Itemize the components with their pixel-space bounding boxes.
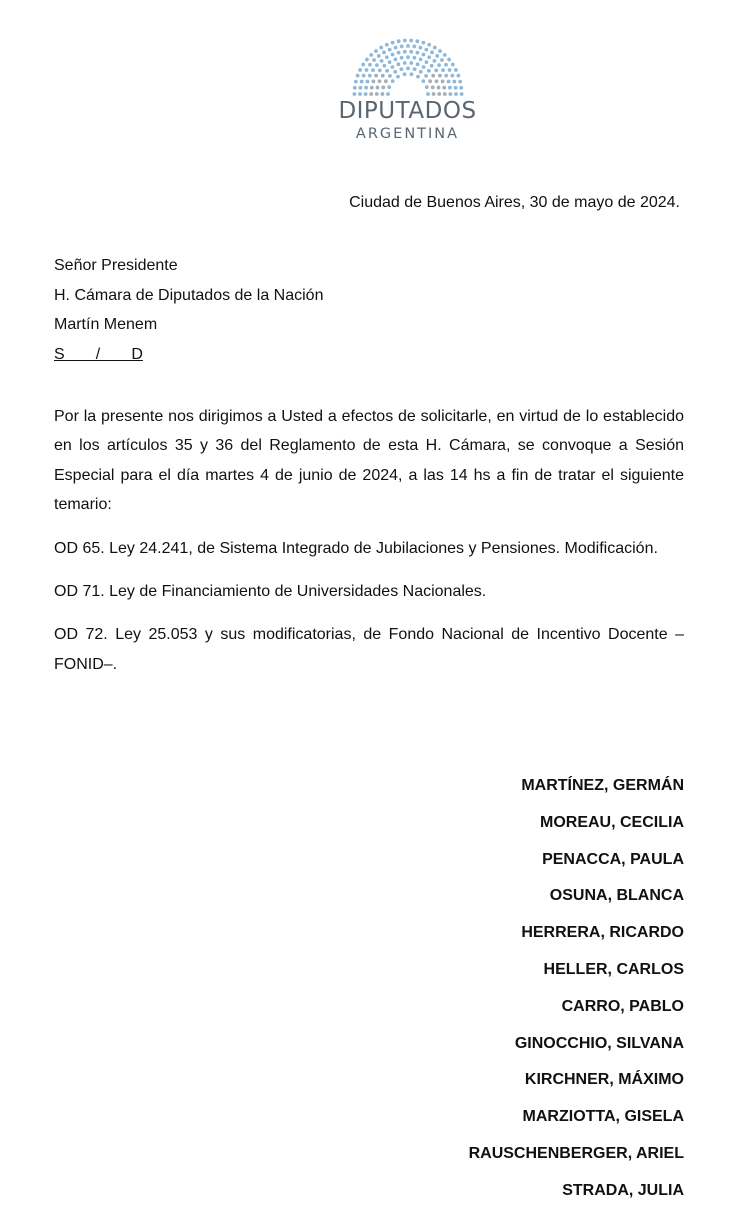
hemicycle-seat-dot bbox=[371, 80, 375, 84]
hemicycle-seat-dot bbox=[364, 86, 368, 90]
letter-body bbox=[54, 402, 684, 693]
hemicycle-seat-dot bbox=[406, 44, 410, 48]
hemicycle-seat-dot bbox=[418, 58, 422, 62]
hemicycle-seat-dot bbox=[459, 86, 463, 90]
signer-name: MARTÍNEZ, GERMÁN bbox=[521, 777, 684, 794]
hemicycle-seat-dot bbox=[406, 55, 410, 59]
hemicycle-seat-dot bbox=[428, 79, 432, 83]
addressee-title: Señor Presidente bbox=[54, 257, 178, 274]
hemicycle-seat-dot bbox=[383, 79, 387, 83]
signer-name: MARZIOTTA, GISELA bbox=[522, 1108, 684, 1126]
hemicycle-seat-dot bbox=[412, 56, 416, 60]
hemicycle-seat-dot bbox=[386, 92, 390, 96]
hemicycle-seat-dot bbox=[437, 74, 441, 78]
hemicycle-seat-dot bbox=[431, 74, 435, 78]
hemicycle-seat-dot bbox=[450, 63, 454, 67]
signer-name: MOREAU, CECILIA bbox=[540, 813, 684, 831]
hemicycle-seat-dot bbox=[421, 65, 425, 69]
hemicycle-seat-dot bbox=[412, 45, 416, 49]
hemicycle-seat-dot bbox=[390, 53, 394, 57]
hemicycle-seat-dot bbox=[427, 43, 431, 47]
hemicycle-seat-dot bbox=[371, 68, 375, 72]
hemicycle-seat-dot bbox=[444, 74, 448, 78]
agenda-item: OD 65. Ley 24.241, de Sistema Integrado de Jubilaciones y Pensiones. Modificación. bbox=[54, 539, 658, 557]
hemicycle-seat-dot bbox=[442, 86, 446, 90]
signers-list bbox=[469, 768, 684, 1210]
hemicycle-seat-dot bbox=[453, 86, 457, 90]
hemicycle-seat-dot bbox=[402, 50, 406, 54]
hemicycle-seat-dot bbox=[363, 92, 367, 96]
hemicycle-seat-dot bbox=[369, 92, 373, 96]
agenda-item: OD 72. Ley 25.053 y sus modificatorias, de Fondo Nacional de Incentivo Docente –FONID–. bbox=[54, 626, 684, 673]
hemicycle-seat-dot bbox=[361, 74, 365, 78]
hemicycle-seat-dot bbox=[418, 70, 422, 74]
hemicycle-seat-dot bbox=[409, 61, 413, 65]
hemicycle-seat-dot bbox=[396, 51, 400, 55]
hemicycle-seat-dot bbox=[409, 39, 413, 43]
hemicycle-seat-dot bbox=[435, 54, 439, 58]
hemicycle-seat-dot bbox=[437, 92, 441, 96]
hemicycle-seat-dot bbox=[402, 72, 406, 76]
hemicycle-seat-dot bbox=[452, 80, 456, 84]
hemicycle-seat-dot bbox=[424, 74, 428, 78]
diputados-logo bbox=[0, 36, 740, 144]
hemicycle-seat-dot bbox=[456, 74, 460, 78]
hemicycle-seat-dot bbox=[375, 63, 379, 67]
hemicycle-seat-dot bbox=[399, 56, 403, 60]
hemicycle-seat-dot bbox=[384, 43, 388, 47]
hemicycle-seat-dot bbox=[382, 51, 386, 55]
hemicycle-seat-dot bbox=[415, 62, 419, 66]
hemicycle-seat-dot bbox=[402, 39, 406, 43]
hemicycle-seat-dot bbox=[358, 68, 362, 72]
hemicycle-seat-dot bbox=[390, 41, 394, 45]
hemicycle-seat-dot bbox=[369, 53, 373, 57]
hemicycle-seat-dot bbox=[442, 92, 446, 96]
hemicycle-seat-dot bbox=[393, 70, 397, 74]
hemicycle-seat-dot bbox=[409, 50, 413, 54]
hemicycle-seat-dot bbox=[432, 46, 436, 50]
logo-subtitle: ARGENTINA bbox=[355, 126, 460, 142]
hemicycle-seat-dot bbox=[359, 80, 363, 84]
signer-name: GINOCCHIO, SILVANA bbox=[514, 1034, 684, 1052]
hemicycle-seat-dot bbox=[387, 85, 391, 89]
hemicycle-seat-dot bbox=[424, 85, 428, 89]
hemicycle-seat-dot bbox=[432, 59, 436, 63]
hemicycle-seat-dot bbox=[416, 75, 420, 79]
hemicycle-seat-dot bbox=[361, 63, 365, 67]
hemicycle-seat-dot bbox=[374, 49, 378, 53]
signer-name: RAUSCHENBERGER, ARIEL bbox=[468, 1144, 684, 1162]
hemicycle-seat-dot bbox=[387, 48, 391, 52]
hemicycle-seat-dot bbox=[426, 69, 430, 73]
letter-date: Ciudad de Buenos Aires, 30 de mayo de 2024. bbox=[349, 194, 680, 211]
hemicycle-seat-dot bbox=[426, 92, 430, 96]
hemicycle-seat-dot bbox=[353, 80, 357, 84]
hemicycle-seat-dot bbox=[393, 46, 397, 50]
addressee-block bbox=[54, 251, 323, 370]
hemicycle-seat-dot bbox=[379, 59, 383, 63]
hemicycle-seat-dot bbox=[365, 80, 369, 84]
hemicycle-seat-dot bbox=[375, 86, 379, 90]
hemicycle-seat-dot bbox=[421, 41, 425, 45]
hemicycle-seat-dot bbox=[390, 79, 394, 83]
su-despacho: S / D bbox=[54, 346, 143, 364]
hemicycle-seat-dot bbox=[427, 55, 431, 59]
hemicycle-seat-dot bbox=[424, 48, 428, 52]
hemicycle-seat-dot bbox=[421, 53, 425, 57]
hemicycle-seat-dot bbox=[381, 85, 385, 89]
hemicycle-seat-dot bbox=[448, 86, 452, 90]
hemicycle-seat-dot bbox=[415, 39, 419, 43]
hemicycle-seat-dot bbox=[374, 92, 378, 96]
hemicycle-seat-dot bbox=[441, 68, 445, 72]
hemicycle-seat-dot bbox=[454, 68, 458, 72]
hemicycle-seat-dot bbox=[368, 63, 372, 67]
hemicycle-seat-dot bbox=[459, 92, 463, 96]
hemicycle-seat-dot bbox=[399, 45, 403, 49]
signer-name: OSUNA, BLANCA bbox=[549, 887, 684, 905]
hemicycle-seat-dot bbox=[376, 54, 380, 58]
hemicycle-seat-dot bbox=[430, 51, 434, 55]
hemicycle-seat-dot bbox=[458, 80, 462, 84]
hemicycle-seat-dot bbox=[388, 74, 392, 78]
hemicycle-seat-dot bbox=[431, 92, 435, 96]
hemicycle-seat-dot bbox=[399, 67, 403, 71]
signer-name: CARRO, PABLO bbox=[561, 997, 684, 1015]
hemicycle-seat-dot bbox=[358, 86, 362, 90]
hemicycle-seat-dot bbox=[396, 75, 400, 79]
hemicycle-seat-dot bbox=[446, 80, 450, 84]
signer-name: PENACCA, PAULA bbox=[542, 850, 684, 868]
hemicycle-seat-dot bbox=[387, 60, 391, 64]
hemicycle-seat-dot bbox=[396, 62, 400, 66]
hemicycle-icon bbox=[348, 36, 468, 98]
hemicycle-seat-dot bbox=[358, 92, 362, 96]
hemicycle-seat-dot bbox=[402, 61, 406, 65]
request-paragraph: Por la presente nos dirigimos a Usted a efectos de solicitarle, en virtud de lo establecido en los artículos 35 y 36 del Reglamento de esta H. Cámara, se convoque a Sesión Especial para el día martes 4 de junio de 2024, a las 14 hs a fin de tratar el siguiente temario: bbox=[54, 408, 684, 514]
hemicycle-seat-dot bbox=[447, 68, 451, 72]
hemicycle-seat-dot bbox=[415, 51, 419, 55]
hemicycle-seat-dot bbox=[396, 39, 400, 43]
hemicycle-seat-dot bbox=[444, 63, 448, 67]
hemicycle-seat-dot bbox=[442, 53, 446, 57]
hemicycle-seat-dot bbox=[372, 58, 376, 62]
hemicycle-seat-dot bbox=[382, 64, 386, 68]
hemicycle-seat-dot bbox=[437, 63, 441, 67]
hemicycle-seat-dot bbox=[434, 79, 438, 83]
hemicycle-seat-dot bbox=[380, 74, 384, 78]
hemicycle-seat-dot bbox=[409, 72, 413, 76]
hemicycle-seat-dot bbox=[430, 85, 434, 89]
hemicycle-seat-dot bbox=[385, 69, 389, 73]
hemicycle-seat-dot bbox=[352, 92, 356, 96]
hemicycle-seat-dot bbox=[429, 64, 433, 68]
hemicycle-seat-dot bbox=[390, 65, 394, 69]
addressee-institution: H. Cámara de Diputados de la Nación bbox=[54, 286, 324, 304]
hemicycle-seat-dot bbox=[440, 58, 444, 62]
hemicycle-seat-dot bbox=[352, 86, 356, 90]
hemicycle-seat-dot bbox=[406, 67, 410, 71]
hemicycle-seat-dot bbox=[355, 74, 359, 78]
hemicycle-seat-dot bbox=[421, 79, 425, 83]
signer-name: HELLER, CARLOS bbox=[543, 960, 684, 978]
hemicycle-seat-dot bbox=[448, 92, 452, 96]
addressee-name: Martín Menem bbox=[54, 316, 158, 334]
hemicycle-seat-dot bbox=[454, 92, 458, 96]
hemicycle-seat-dot bbox=[364, 68, 368, 72]
hemicycle-seat-dot bbox=[418, 46, 422, 50]
signer-name: KIRCHNER, MÁXIMO bbox=[524, 1071, 684, 1089]
logo-name: DIPUTADOS bbox=[338, 98, 477, 124]
hemicycle-seat-dot bbox=[379, 46, 383, 50]
hemicycle-seat-dot bbox=[377, 68, 381, 72]
hemicycle-seat-dot bbox=[365, 58, 369, 62]
hemicycle-seat-dot bbox=[380, 92, 384, 96]
signer-name: STRADA, JULIA bbox=[562, 1181, 684, 1199]
signer-name: HERRERA, RICARDO bbox=[521, 924, 684, 942]
hemicycle-seat-dot bbox=[412, 67, 416, 71]
hemicycle-seat-dot bbox=[367, 74, 371, 78]
hemicycle-seat-dot bbox=[377, 79, 381, 83]
hemicycle-seat-dot bbox=[438, 49, 442, 53]
hemicycle-seat-dot bbox=[374, 74, 378, 78]
agenda-item: OD 71. Ley de Financiamiento de Universidades Nacionales. bbox=[54, 583, 487, 601]
hemicycle-seat-dot bbox=[369, 86, 373, 90]
hemicycle-seat-dot bbox=[393, 58, 397, 62]
hemicycle-seat-dot bbox=[424, 60, 428, 64]
hemicycle-seat-dot bbox=[434, 68, 438, 72]
hemicycle-seat-dot bbox=[450, 74, 454, 78]
hemicycle-seat-dot bbox=[447, 58, 451, 62]
hemicycle-seat-dot bbox=[384, 55, 388, 59]
hemicycle-seat-dot bbox=[436, 86, 440, 90]
hemicycle-seat-dot bbox=[440, 80, 444, 84]
